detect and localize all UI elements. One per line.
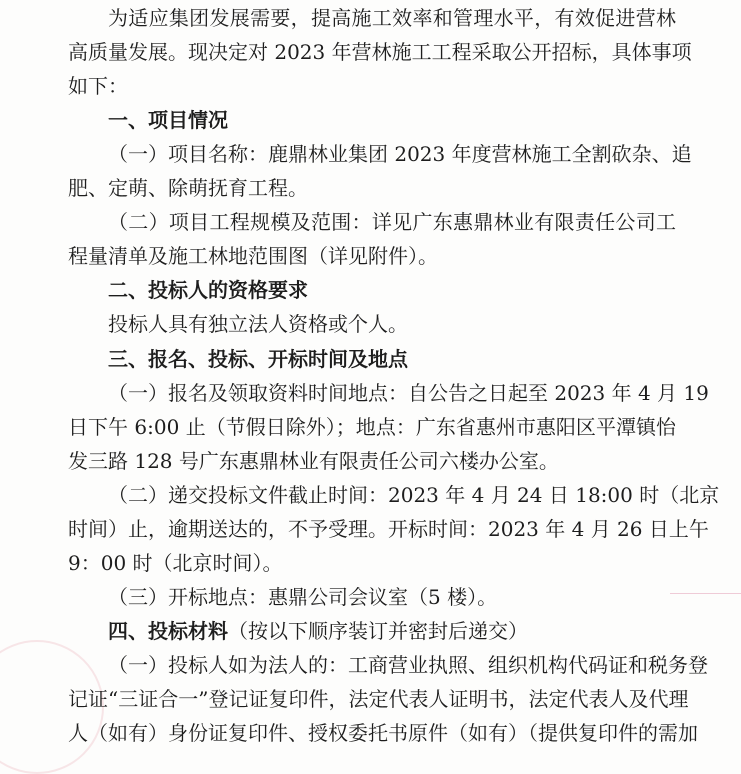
paragraph-line: [68, 546, 676, 580]
heading-note: （按以下顺序装订并密封后递交）: [228, 618, 528, 643]
paragraph-line: [68, 69, 676, 103]
line-text: 二、投标人的资格要求: [108, 278, 308, 303]
paragraph-line: [68, 239, 676, 273]
paragraph-line: [68, 682, 689, 716]
section-heading: [108, 342, 676, 376]
line-text: 高质量发展。现决定对 2023 年营林施工工程采取公开招标，具体事项: [68, 40, 692, 65]
line-text: （一）报名及领取资料时间地点：自公告之日起至 2023 年 4 月 19: [108, 380, 709, 405]
line-text: 如下：: [68, 74, 128, 99]
line-text: 9：00 时（北京时间）。: [68, 550, 283, 575]
line-text: （二）递交投标文件截止时间：2023 年 4 月 24 日 18:00 时（北京: [108, 482, 720, 507]
line-text: 记证“三证合一”登记证复印件，法定代表人证明书，法定代表人及代理: [68, 687, 689, 711]
line-text: （一）投标人如为法人的：工商营业执照、组织机构代码证和税务登: [108, 652, 708, 677]
paragraph-line: [68, 716, 698, 750]
section-heading: [108, 103, 676, 137]
line-text: 投标人具有独立法人资格或个人。: [108, 312, 408, 337]
scan-artifact-line: [670, 593, 741, 594]
line-text: 一、项目情况: [108, 108, 228, 133]
line-text: 人（如有）身份证复印件、授权委托书原件（如有）（提供复印件的需加: [68, 721, 698, 746]
line-text: 日下午 6:00 止（节假日除外）；地点：广东省惠州市惠阳区平潭镇怡: [68, 414, 676, 439]
line-text: （二）项目工程规模及范围：详见广东惠鼎林业有限责任公司工: [108, 210, 676, 235]
line-text: （三）开标地点：惠鼎公司会议室（5 楼）。: [108, 584, 498, 609]
paragraph-line: [108, 580, 676, 614]
section-heading: [108, 273, 676, 307]
line-text: 发三路 128 号广东惠鼎林业有限责任公司六楼办公室。: [68, 448, 559, 473]
paragraph-line: [68, 35, 692, 69]
paragraph-line: [68, 512, 709, 546]
line-text: （一）项目名称：鹿鼎林业集团 2023 年度营林施工全割砍杂、追: [108, 142, 692, 167]
paragraph-line: [68, 410, 676, 444]
line-text: 肥、定萌、除萌抚育工程。: [68, 176, 308, 201]
section-heading: [108, 614, 676, 648]
paragraph-line: [108, 205, 676, 239]
paragraph-line: [68, 444, 676, 478]
line-text: 三、报名、投标、开标时间及地点: [108, 346, 408, 371]
line-text: 四、投标材料: [108, 618, 228, 643]
line-text: 时间）止，逾期送达的，不予受理。开标时间：2023 年 4 月 26 日上午: [68, 516, 709, 541]
paragraph-line: [108, 1, 676, 35]
paragraph-line: [108, 376, 709, 410]
paragraph-line: [108, 307, 676, 341]
line-text: 为适应集团发展需要，提高施工效率和管理水平，有效促进营林: [108, 6, 676, 30]
paragraph-line: [108, 478, 720, 512]
line-text: 程量清单及施工林地范围图（详见附件）。: [68, 244, 438, 269]
paragraph-line: [108, 648, 708, 682]
paragraph-line: [108, 137, 692, 171]
paragraph-line: [68, 171, 676, 205]
